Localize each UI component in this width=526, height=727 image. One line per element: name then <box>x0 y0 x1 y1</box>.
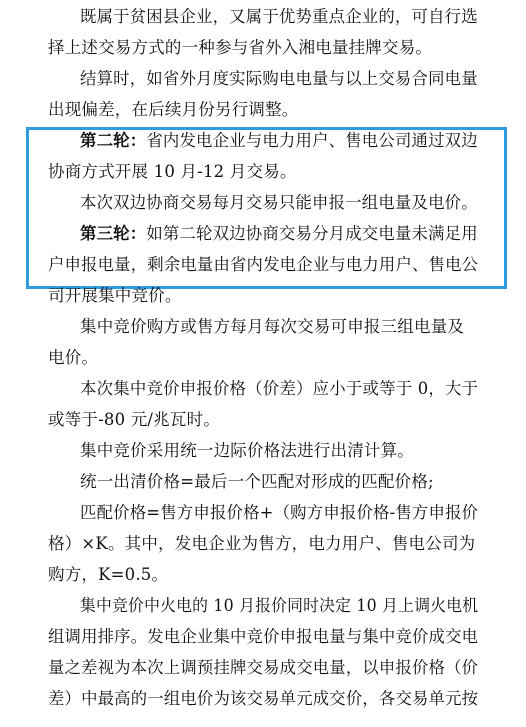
round3-line <box>80 220 478 248</box>
paragraph-line: 或等于-80 元/兆瓦时。 <box>48 410 220 429</box>
paragraph-line: 量之差视为本次上调预挂牌交易成交电量，以申报价格（价 <box>48 658 479 677</box>
round2-label: 第二轮： <box>80 131 147 150</box>
paragraph-line: 电价。 <box>48 348 99 367</box>
paragraph-line: 集中竞价采用统一边际价格法进行出清计算。 <box>80 441 414 460</box>
paragraph-line: 出现偏差，在后续月份另行调整。 <box>48 100 299 119</box>
paragraph-line: 结算时，如省外月度实际购电电量与以上交易合同电量 <box>80 69 478 88</box>
paragraph-line: 组调用排序。发电企业集中竞价申报电量与集中竞价成交电 <box>48 627 479 646</box>
paragraph-line: 司开展集中竞价。 <box>48 286 182 305</box>
round3-text: 如第二轮双边协商交易分月成交电量未满足用 <box>146 224 478 243</box>
paragraph-line: 匹配价格=售方申报价格+（购方申报价格-售方申报价 <box>80 503 479 522</box>
paragraph-line: 购方，K=0.5。 <box>48 565 169 584</box>
round2-text: 省内发电企业与电力用户、售电公司通过双边 <box>146 131 478 150</box>
paragraph-line: 户申报电量，剩余电量由省内发电企业与电力用户、售电公 <box>48 255 479 274</box>
paragraph-line: 既属于贫困县企业，又属于优势重点企业的，可自行选 <box>80 7 478 26</box>
paragraph-line: 择上述交易方式的一种参与省外入湘电量挂牌交易。 <box>48 38 433 57</box>
paragraph-line: 集中竞价购方或售方每月每次交易可申报三组电量及 <box>80 317 465 336</box>
round2-line <box>80 127 478 155</box>
paragraph-line: 集中竞价中火电的 10 月报价同时决定 10 月上调火电机 <box>80 596 479 615</box>
paragraph-line: 格）×K。其中，发电企业为售方，电力用户、售电公司为 <box>48 534 476 553</box>
paragraph-line: 本次双边协商交易每月交易只能申报一组电量及电价。 <box>80 193 478 212</box>
round3-label: 第三轮： <box>80 224 147 243</box>
paragraph-line: 统一出清价格=最后一个匹配对形成的匹配价格; <box>80 472 434 491</box>
paragraph-line: 协商方式开展 10 月-12 月交易。 <box>48 162 297 181</box>
paragraph-line: 本次集中竞价申报价格（价差）应小于或等于 0，大于 <box>80 379 479 398</box>
paragraph-line: 差）中最高的一组电价为该交易单元成交价，各交易单元按 <box>48 689 479 708</box>
